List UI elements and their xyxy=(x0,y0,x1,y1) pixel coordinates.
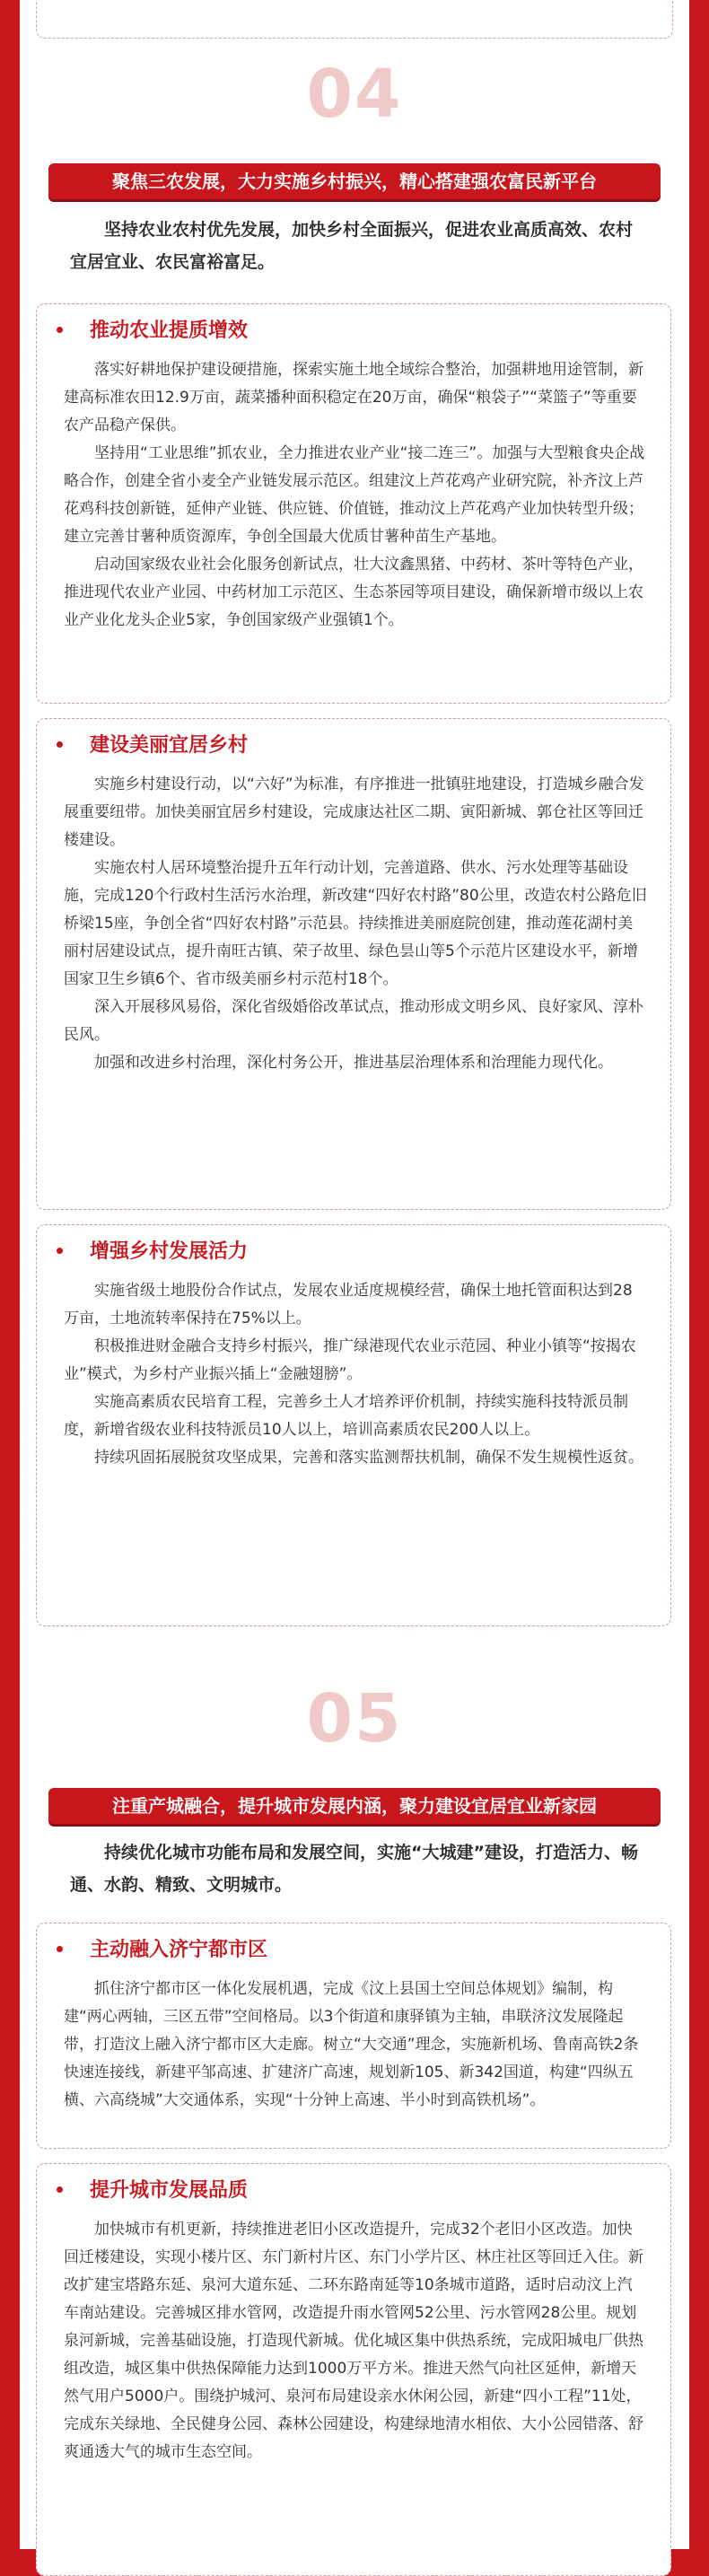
section-intro-04: 坚持农业农村优先发展，加快乡村全面振兴，促进农业高质高效、农村宜居宜业、农民富裕富足。 xyxy=(70,220,634,272)
card-title xyxy=(57,2177,248,2204)
bullet-icon xyxy=(57,1946,63,1952)
paragraph: 积极推进财金融合支持乡村振兴，推广绿港现代农业示范园、种业小镇等“按揭农业”模式，为乡村产业振兴插上“金融翅膀”。 xyxy=(64,1337,636,1383)
paragraph: 深入开展移风易俗，深化省级婚俗改革试点，推动形成文明乡风、良好家风、淳朴民风。 xyxy=(64,998,643,1044)
card-title-text: 推动农业提质增效 xyxy=(90,319,249,342)
paragraph: 实施省级土地股份合作试点，发展农业适度规模经营，确保土地托管面积达到28万亩，土地流转率保持在75%以上。 xyxy=(64,1282,633,1327)
card-body xyxy=(64,771,647,1077)
section-banner-04: 聚焦三农发展，大力实施乡村振兴，精心搭建强农富民新平台 xyxy=(48,163,661,199)
card-title xyxy=(57,732,248,758)
paragraph: 抓住济宁都市区一体化发展机遇，完成《汶上县国土空间总体规划》编制，构建“两心两轴，三区五带”空间格局。以3个街道和康驿镇为主轴，串联济汶发展隆起带，打造汶上融入济宁都市区大走廊。树立“大交通”理念，实施新机场、鲁南高铁2条快速连接线，新建平邹高速、扩建济广高速，规划新105、新342国道，构建“四纵五横、六高绕城”大交通体系，实现“十分钟上高速、半小时到高铁机场”。 xyxy=(64,1980,639,2109)
card-village xyxy=(36,718,671,1210)
card-body xyxy=(64,1976,647,2115)
card-body xyxy=(64,1277,647,1472)
previous-fragment xyxy=(74,0,155,2)
paragraph: 启动国家级农业社会化服务创新试点，壮大汶鑫黑猪、中药材、茶叶等特色产业，推进现代农业产业园、中药材加工示范区、生态茶园等项目建设，确保新增市级以上农业产业化龙头企业5家，争创国家级产业强镇1个。 xyxy=(64,556,643,629)
card-title-text: 增强乡村发展活力 xyxy=(90,1240,249,1263)
card-agriculture xyxy=(36,303,671,704)
section-number-05: 05 xyxy=(306,1680,403,1757)
paragraph: 坚持用“工业思维”抓农业，全力推进农业产业“接二连三”。加强与大型粮食央企战略合作，创建全省小麦全产业链发展示范区。组建汶上芦花鸡产业研究院，补齐汶上芦花鸡科技创新链，延伸产业链、供应链、价值链，推动汶上芦花鸡产业加快转型升级；建立完善甘薯种质资源库，争创全国最大优质甘薯种苗生产基地。 xyxy=(64,444,645,546)
card-title xyxy=(57,1238,248,1265)
bullet-icon xyxy=(57,1248,63,1254)
section-number-04: 04 xyxy=(306,56,403,133)
section-banner-05: 注重产城融合，提升城市发展内涵，聚力建设宜居宜业新家园 xyxy=(48,1788,661,1824)
bullet-icon xyxy=(57,2186,63,2193)
paragraph: 持续巩固拓展脱贫攻坚成果，完善和落实监测帮扶机制，确保不发生规模性返贫。 xyxy=(94,1449,643,1467)
card-title-text: 建设美丽宜居乡村 xyxy=(90,733,249,757)
card-title-text: 主动融入济宁都市区 xyxy=(90,1938,268,1961)
card-vitality xyxy=(36,1224,671,1626)
paragraph: 实施乡村建设行动，以“六好”为标准，有序推进一批镇驻地建设，打造城乡融合发展重要纽带。加快美丽宜居乡村建设，完成康达社区二期、寅阳新城、郭仓社区等回迁楼建设。 xyxy=(64,775,644,849)
paragraph: 落实好耕地保护建设硬措施，探索实施土地全域综合整治，加强耕地用途管制，新建高标准农田12.9万亩，蔬菜播种面积稳定在20万亩，确保“粮袋子”“菜篮子”等重要农产品稳产保供。 xyxy=(64,361,643,434)
card-jining-metro xyxy=(36,1923,671,2149)
section-intro-05: 持续优化城市功能布局和发展空间，实施“大城建”建设，打造活力、畅通、水韵、精致、文明城市。 xyxy=(70,1843,638,1895)
bullet-icon xyxy=(57,741,63,748)
previous-section-card xyxy=(36,0,673,39)
page xyxy=(20,0,689,2549)
card-body xyxy=(64,356,647,635)
card-city-quality xyxy=(36,2163,671,2576)
paragraph: 实施农村人居环境整治提升五年行动计划，完善道路、供水、污水处理等基础设施，完成120个行政村生活污水治理，新改建“四好农村路”80公里，改造农村公路危旧桥梁15座，争创全省“四好农村路”示范县。持续推进美丽庭院创建，推动莲花湖村美丽村居建设试点，提升南旺古镇、荣子故里、绿色昙山等5个示范片区建设水平，新增国家卫生乡镇6个、省市级美丽乡村示范村18个。 xyxy=(64,859,647,988)
paragraph: 加强和改进乡村治理，深化村务公开，推进基层治理体系和治理能力现代化。 xyxy=(94,1054,613,1072)
card-title-text: 提升城市发展品质 xyxy=(90,2178,249,2202)
card-title xyxy=(57,1936,267,1963)
card-body xyxy=(64,2216,647,2466)
bullet-icon xyxy=(57,327,63,333)
card-title xyxy=(57,317,248,344)
paragraph: 加快城市有机更新，持续推进老旧小区改造提升，完成32个老旧小区改造。加快回迁楼建设，实现小楼片区、东门新村片区、东门小学片区、林庄社区等回迁入住。新改扩建宝塔路东延、泉河大道东延、二环东路南延等10条城市道路，适时启动汶上汽车南站建设。完善城区排水管网，改造提升雨水管网52公里、污水管网28公里。规划泉河新城，完善基础设施，打造现代新城。优化城区集中供热系统，完成阳城电厂供热组改造，城区集中供热保障能力达到1000万平方米。推进天然气向社区延伸，新增天然气用户5000户。围绕护城河、泉河布局建设亲水休闲公园，新建“四小工程”11处，完成东关绿地、全民健身公园、森林公园建设，构建绿地清水相依、大小公园错落、舒爽通透大气的城市生态空间。 xyxy=(64,2221,643,2461)
paragraph: 实施高素质农民培育工程，完善乡土人才培养评价机制，持续实施科技特派员制度，新增省级农业科技特派员10人以上，培训高素质农民200人以上。 xyxy=(64,1393,628,1439)
